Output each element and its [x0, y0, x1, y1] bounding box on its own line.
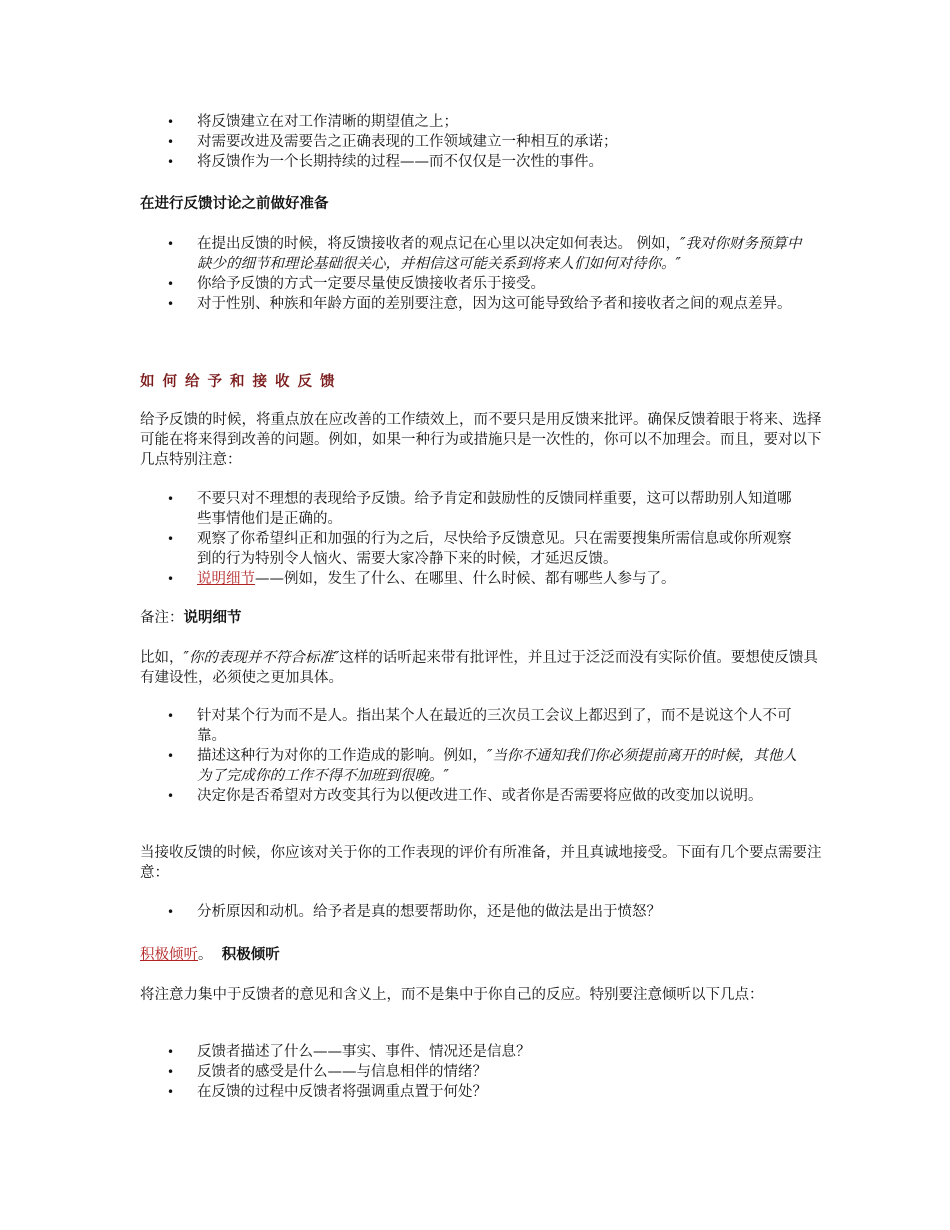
listen-line: 积极倾听。 积极倾听 — [140, 947, 280, 963]
list-item: • 在反馈的过程中反馈者将强调重点置于何处？ — [167, 1084, 487, 1100]
list-item: • 分析原因和动机。给予者是真的想要帮助你，还是他的做法是出于愤怒？ — [167, 904, 661, 920]
listen-list — [140, 1042, 830, 1102]
section-heading-prepare: 在进行反馈讨论之前做好准备 — [140, 196, 329, 212]
detail-list — [140, 706, 830, 806]
list-item: • 在提出反馈的时候，将反馈接收者的观点记在心里以决定如何表达。 例如，″我对你财务预算中缺少的细节和理论基础很关心，并相信这可能关系到将来人们如何对待你。″ — [167, 236, 802, 272]
list-item: • 观察了你希望纠正和加强的行为之后，尽快给予反馈意见。只在需要搜集所需信息或你所观察到的行为特别令人恼火、需要大家冷静下来的时候，才延迟反馈。 — [167, 531, 792, 567]
item-text: 在提出反馈的时候，将反馈接收者的观点记在心里以决定如何表达。 例如， — [197, 236, 681, 252]
list-item: • 对需要改进及需要告之正确表现的工作领域建立一种相互的承诺； — [167, 134, 618, 150]
list-item: • 决定你是否希望对方改变其行为以便改进工作、或者你是否需要将应做的改变加以说明。 — [167, 788, 763, 804]
list-item: • 将反馈建立在对工作清晰的期望值之上； — [167, 114, 458, 130]
detail-link[interactable]: 说明细节 — [197, 571, 255, 587]
give-list — [140, 489, 830, 589]
list-item: • 反馈者的感受是什么——与信息相伴的情绪？ — [167, 1064, 487, 1080]
list-item: • 反馈者描述了什么——事实、事件、情况还是信息？ — [167, 1044, 531, 1060]
section-heading-how: 如何给予和接收反馈 — [140, 374, 343, 390]
list-item: • 描述这种行为对你的工作造成的影响。例如，″当你不通知我们你必须提前离开的时候，其他人为了完成你的工作不得不加班到很晚。″ — [167, 748, 797, 784]
list-item: • 说明细节——例如，发生了什么、在哪里、什么时候、都有哪些人参与了。 — [167, 571, 676, 587]
note-line: 备注：说明细节 — [140, 610, 242, 626]
list-item: • 将反馈作为一个长期持续的过程——而不仅仅是一次性的事件。 — [167, 154, 603, 170]
list-item: • 你给予反馈的方式一定要尽量使反馈接收者乐于接受。 — [167, 276, 545, 292]
example-quote: ″我对你财务预算中缺少的细节和理论基础很关心，并相信这可能关系到将来人们如何对待你。″ — [197, 236, 802, 272]
list-item: • 不要只对不理想的表现给予反馈。给予肯定和鼓励性的反馈同样重要，这可以帮助别人知道哪些事情他们是正确的。 — [167, 491, 792, 527]
prepare-list — [140, 234, 830, 314]
paragraph-example: 比如，″你的表现并不符合标准″这样的话听起来带有批评性，并且过于泛泛而没有实际价值。要想使反馈具有建设性，必须使之更加具体。 — [140, 650, 818, 686]
list-item: • 对于性别、种族和年龄方面的差别要注意，因为这可能导致给予者和接收者之间的观点差异。 — [167, 296, 792, 312]
paragraph-receive: 当接收反馈的时候，你应该对关于你的工作表现的评价有所准备，并且真诚地接受。下面有几个要点需要注意： — [140, 845, 822, 881]
active-listening-link[interactable]: 积极倾听 — [140, 947, 198, 963]
receive-list — [140, 902, 830, 922]
paragraph-give: 给予反馈的时候，将重点放在应改善的工作绩效上，而不要只是用反馈来批评。确保反馈着眼于将来、选择可能在将来得到改善的问题。例如，如果一种行为或措施只是一次性的，你可以不加理会。而且，要对以下几点特别注意： — [140, 412, 822, 468]
expectations-list — [140, 112, 830, 172]
paragraph-listen: 将注意力集中于反馈者的意见和含义上，而不是集中于你自己的反应。特别要注意倾听以下几点： — [140, 987, 764, 1003]
list-item: • 针对某个行为而不是人。指出某个人在最近的三次员工会议上都迟到了，而不是说这个人不可靠。 — [167, 708, 792, 744]
